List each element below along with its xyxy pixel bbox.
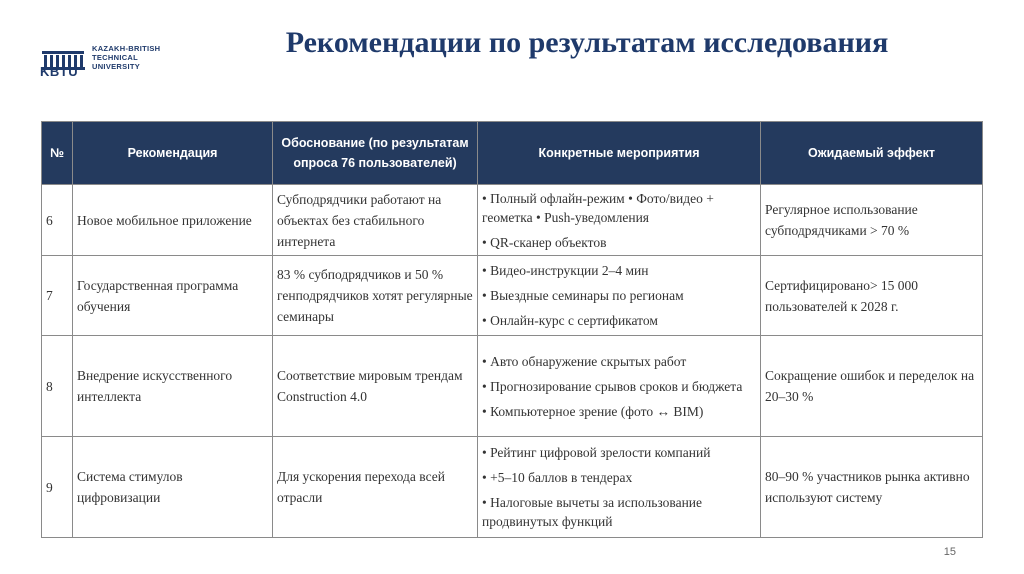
action-item: • Налоговые вычеты за использование продвинутых функций bbox=[482, 495, 703, 529]
table-header-row bbox=[42, 122, 983, 185]
row-effect: Сокращение ошибок и переделок на 20–30 % bbox=[761, 336, 983, 437]
row-effect: Сертифицировано> 15 000 пользователей к 2028 г. bbox=[761, 256, 983, 336]
action-item: • Прогнозирование срывов сроков и бюджета bbox=[482, 378, 743, 394]
table-row bbox=[42, 437, 983, 538]
row-effect: Регулярное использование субподрядчиками > 70 % bbox=[761, 185, 983, 256]
row-actions bbox=[478, 437, 761, 538]
row-recommendation: Государственная программа обучения bbox=[73, 256, 273, 336]
table-row bbox=[42, 185, 983, 256]
logo-abbr: KBTU bbox=[40, 64, 79, 79]
row-basis: Субподрядчики работают на объектах без стабильного интернета bbox=[273, 185, 478, 256]
row-number: 8 bbox=[42, 336, 73, 437]
page-number: 15 bbox=[943, 546, 956, 558]
action-item: • +5–10 баллов в тендерах bbox=[482, 470, 633, 485]
row-number: 9 bbox=[42, 437, 73, 538]
action-item: • Полный офлайн-режим • Фото/видео + геометка • Push-уведомления bbox=[482, 190, 714, 225]
action-item: • Рейтинг цифровой зрелости компаний bbox=[482, 445, 711, 460]
action-item: • Выездные семинары по регионам bbox=[482, 288, 684, 303]
action-item: • Видео-инструкции 2–4 мин bbox=[482, 263, 649, 278]
header-number: № bbox=[42, 122, 73, 185]
row-number: 6 bbox=[42, 185, 73, 256]
row-recommendation: Внедрение искусственного интеллекта bbox=[73, 336, 273, 437]
row-recommendation: Система стимулов цифровизации bbox=[73, 437, 273, 538]
row-number: 7 bbox=[42, 256, 73, 336]
recommendations-table bbox=[41, 121, 983, 538]
table-row bbox=[42, 336, 983, 437]
row-effect: 80–90 % участников рынка активно используют систему bbox=[761, 437, 983, 538]
logo-line: KAZAKH-BRITISH bbox=[92, 44, 161, 53]
header-actions: Конкретные мероприятия bbox=[478, 122, 761, 185]
table-row bbox=[42, 256, 983, 336]
row-actions bbox=[478, 336, 761, 437]
header-effect: Ожидаемый эффект bbox=[761, 122, 983, 185]
header-basis: Обоснование (по результатам опроса 76 пользователей) bbox=[273, 122, 478, 185]
header-recommendation: Рекомендация bbox=[73, 122, 273, 185]
logo-line: TECHNICAL bbox=[92, 53, 139, 62]
action-item: • Онлайн-курс с сертификатом bbox=[482, 313, 658, 328]
action-item: • Авто обнаружение скрытых работ bbox=[482, 353, 687, 369]
row-recommendation: Новое мобильное приложение bbox=[73, 185, 273, 256]
row-basis: Соответствие мировым трендам Construction 4.0 bbox=[273, 336, 478, 437]
row-basis: 83 % субподрядчиков и 50 % генподрядчиков хотят регулярные семинары bbox=[273, 256, 478, 336]
action-item: • QR-сканер объектов bbox=[482, 234, 607, 250]
row-basis: Для ускорения перехода всей отрасли bbox=[273, 437, 478, 538]
row-actions bbox=[478, 256, 761, 336]
action-item: • Компьютерное зрение (фото ↔ BIM) bbox=[482, 403, 704, 419]
row-actions bbox=[478, 185, 761, 256]
logo-line: UNIVERSITY bbox=[92, 62, 141, 71]
slide-title: Рекомендации по результатам исследования bbox=[285, 26, 889, 59]
